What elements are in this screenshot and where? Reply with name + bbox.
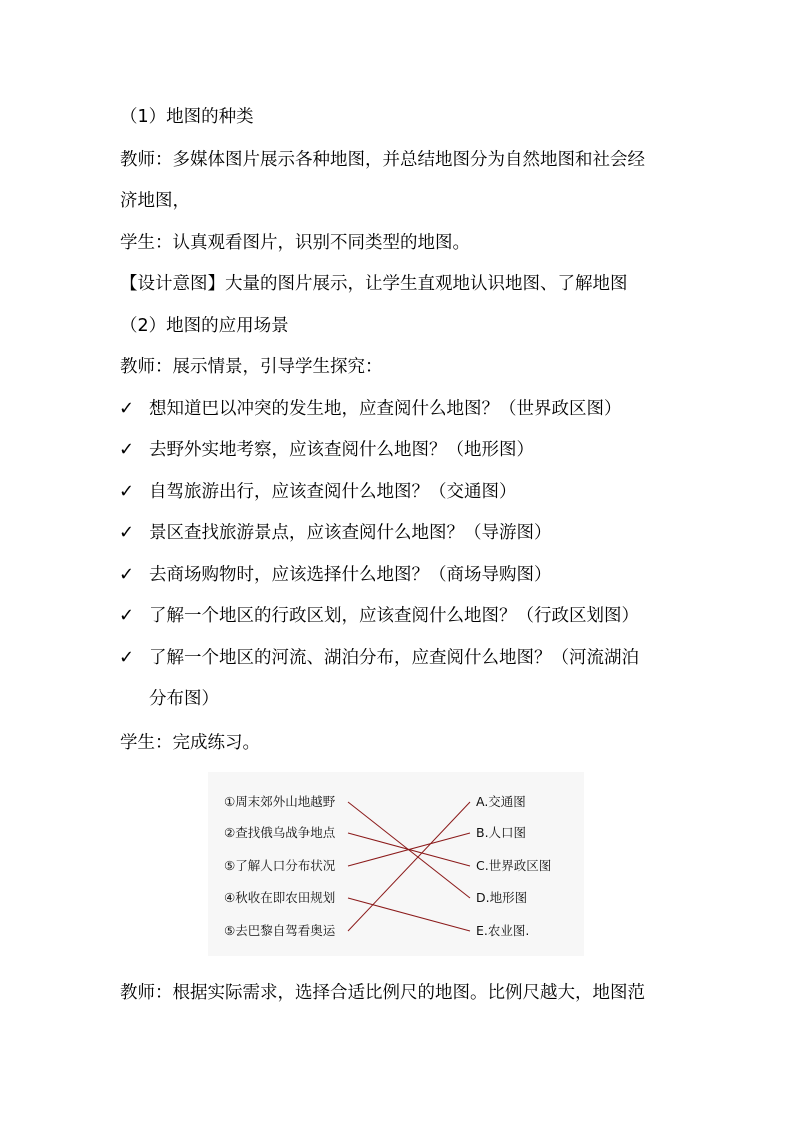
teacher-paragraph-2: 教师：展示情景，引导学生探究： — [120, 357, 383, 377]
right-item: A.交通图 — [476, 794, 526, 809]
scenario-item: 去商场购物时，应该选择什么地图？（商场导购图） — [149, 565, 552, 585]
match-line-5-to-A — [348, 802, 470, 931]
left-item: ⑤了解人口分布状况 — [224, 858, 336, 873]
check-icon: ✓ — [119, 398, 135, 419]
scenario-item: 想知道巴以冲突的发生地，应查阅什么地图？（世界政区图） — [149, 399, 622, 419]
student-paragraph-2: 学生：完成练习。 — [120, 733, 260, 753]
matching-exercise-figure — [208, 772, 584, 956]
teacher-paragraph-3: 教师：根据实际需求，选择合适比例尺的地图。比例尺越大，地图范 — [120, 983, 645, 1003]
scenario-item: 自驾旅游出行，应该查阅什么地图？（交通图） — [149, 482, 517, 502]
scenario-item: 景区查找旅游景点，应该查阅什么地图？（导游图） — [149, 523, 552, 543]
right-item: C.世界政区图 — [476, 858, 552, 873]
right-item: E.农业图. — [476, 923, 530, 938]
section2-heading: （2）地图的应用场景 — [120, 316, 289, 336]
left-item: ⑤去巴黎自驾看奥运 — [224, 923, 336, 938]
match-line-4-to-E — [348, 898, 470, 931]
check-icon: ✓ — [119, 605, 135, 626]
left-item: ①周末郊外山地越野 — [224, 794, 336, 809]
teacher-paragraph-1-line-2: 济地图， — [120, 191, 190, 211]
check-icon: ✓ — [119, 647, 135, 668]
student-paragraph-1: 学生：认真观看图片，识别不同类型的地图。 — [120, 233, 470, 253]
check-icon: ✓ — [119, 439, 135, 460]
check-icon: ✓ — [119, 564, 135, 585]
right-item: D.地形图 — [476, 890, 528, 905]
right-item: B.人口图 — [476, 825, 527, 840]
scenario-item: 了解一个地区的行政区划，应该查阅什么地图？（行政区划图） — [149, 606, 639, 626]
design-intent: 【设计意图】大量的图片展示，让学生直观地认识地图、了解地图 — [120, 274, 628, 294]
section1-heading: （1）地图的种类 — [120, 107, 254, 127]
left-item: ④秋收在即农田规划 — [224, 890, 336, 905]
left-item: ②查找俄乌战争地点 — [224, 825, 336, 840]
check-icon: ✓ — [119, 481, 135, 502]
scenario-item-continuation: 分布图） — [149, 689, 219, 709]
check-icon: ✓ — [119, 522, 135, 543]
scenario-item: 了解一个地区的河流、湖泊分布，应查阅什么地图？（河流湖泊 — [149, 648, 639, 668]
teacher-paragraph-1-line-1: 教师：多媒体图片展示各种地图，并总结地图分为自然地图和社会经 — [120, 150, 645, 170]
scenario-item: 去野外实地考察，应该查阅什么地图？（地形图） — [149, 440, 534, 460]
